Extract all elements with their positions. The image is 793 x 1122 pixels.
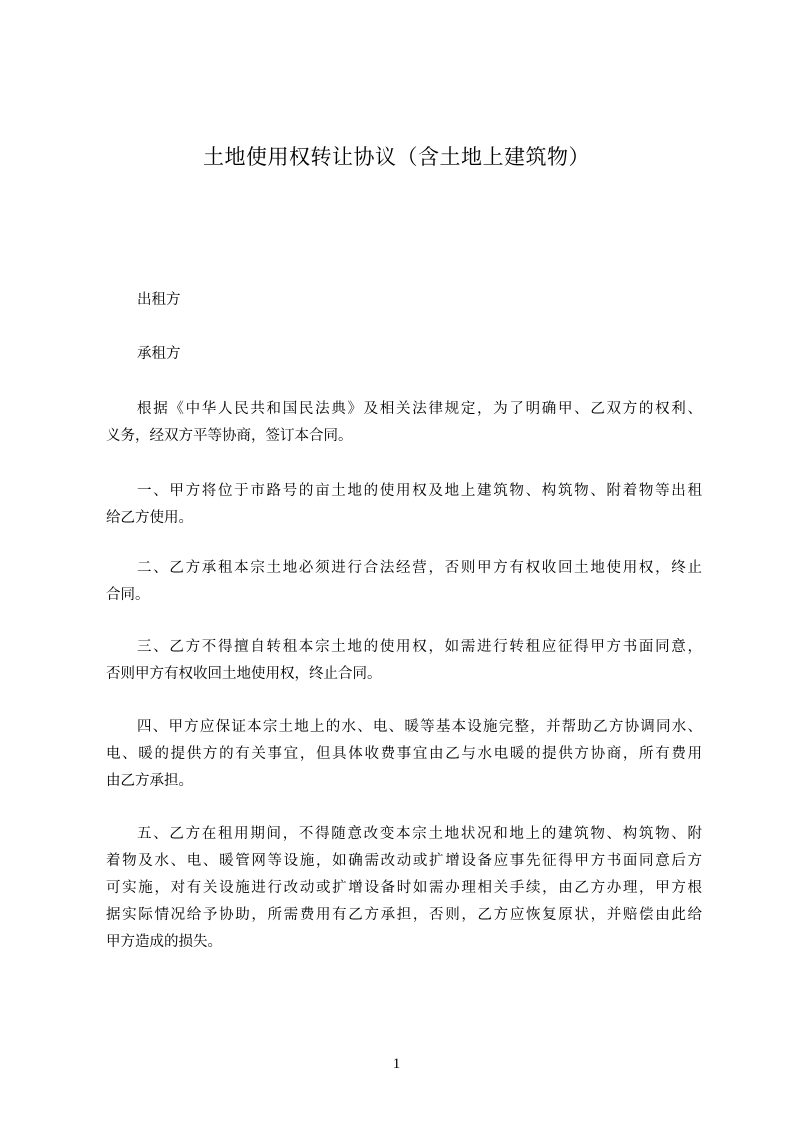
clause-1-line-1: 一、甲方将位于市路号的亩土地的使用权及地上建筑物、构筑物、附着物等出租 xyxy=(137,483,702,499)
clause-5-line-3: 可实施，对有关设施进行改动或扩增设备时如需办理相关手续，由乙方办理，甲方根 xyxy=(106,880,702,896)
clause-4-line-1: 四、甲方应保证本宗土地上的水、电、暖等基本设施完整，并帮助乙方协调同水、 xyxy=(137,719,702,735)
clause-5-line-5: 甲方造成的损失。 xyxy=(106,934,222,950)
clause-3-line-1: 三、乙方不得擅自转租本宗土地的使用权，如需进行转租应征得甲方书面同意， xyxy=(137,639,702,655)
preamble-line-2: 义务，经双方平等协商，签订本合同。 xyxy=(106,428,353,444)
clause-2-line-1: 二、乙方承租本宗土地必须进行合法经营，否则甲方有权收回土地使用权，终止 xyxy=(137,560,702,576)
clause-3-line-2: 否则甲方有权收回土地使用权，终止合同。 xyxy=(106,666,382,682)
page-number: 1 xyxy=(392,1056,401,1072)
document-title: 土地使用权转让协议（含土地上建筑物） xyxy=(203,145,590,169)
clause-5-line-1: 五、乙方在租用期间，不得随意改变本宗土地状况和地上的建筑物、构筑物、附 xyxy=(137,826,702,842)
lessee-label: 承租方 xyxy=(137,346,181,362)
lessor-label: 出租方 xyxy=(137,292,181,308)
clause-5-line-4: 据实际情况给予协助，所需费用有乙方承担，否则，乙方应恢复原状，并赔偿由此给 xyxy=(106,907,702,923)
clause-2-line-2: 合同。 xyxy=(106,587,150,603)
clause-5-line-2: 着物及水、电、暖管网等设施，如确需改动或扩增设备应事先征得甲方书面同意后方 xyxy=(106,853,702,869)
clause-4-line-2: 电、暖的提供方的有关事宜，但具体收费事宜由乙与水电暖的提供方协商，所有费用 xyxy=(106,746,702,762)
clause-4-line-3: 由乙方承担。 xyxy=(106,773,193,789)
preamble-line-1: 根据《中华人民共和国民法典》及相关法律规定，为了明确甲、乙双方的权利、 xyxy=(137,401,702,417)
clause-1-line-2: 给乙方使用。 xyxy=(106,510,193,526)
